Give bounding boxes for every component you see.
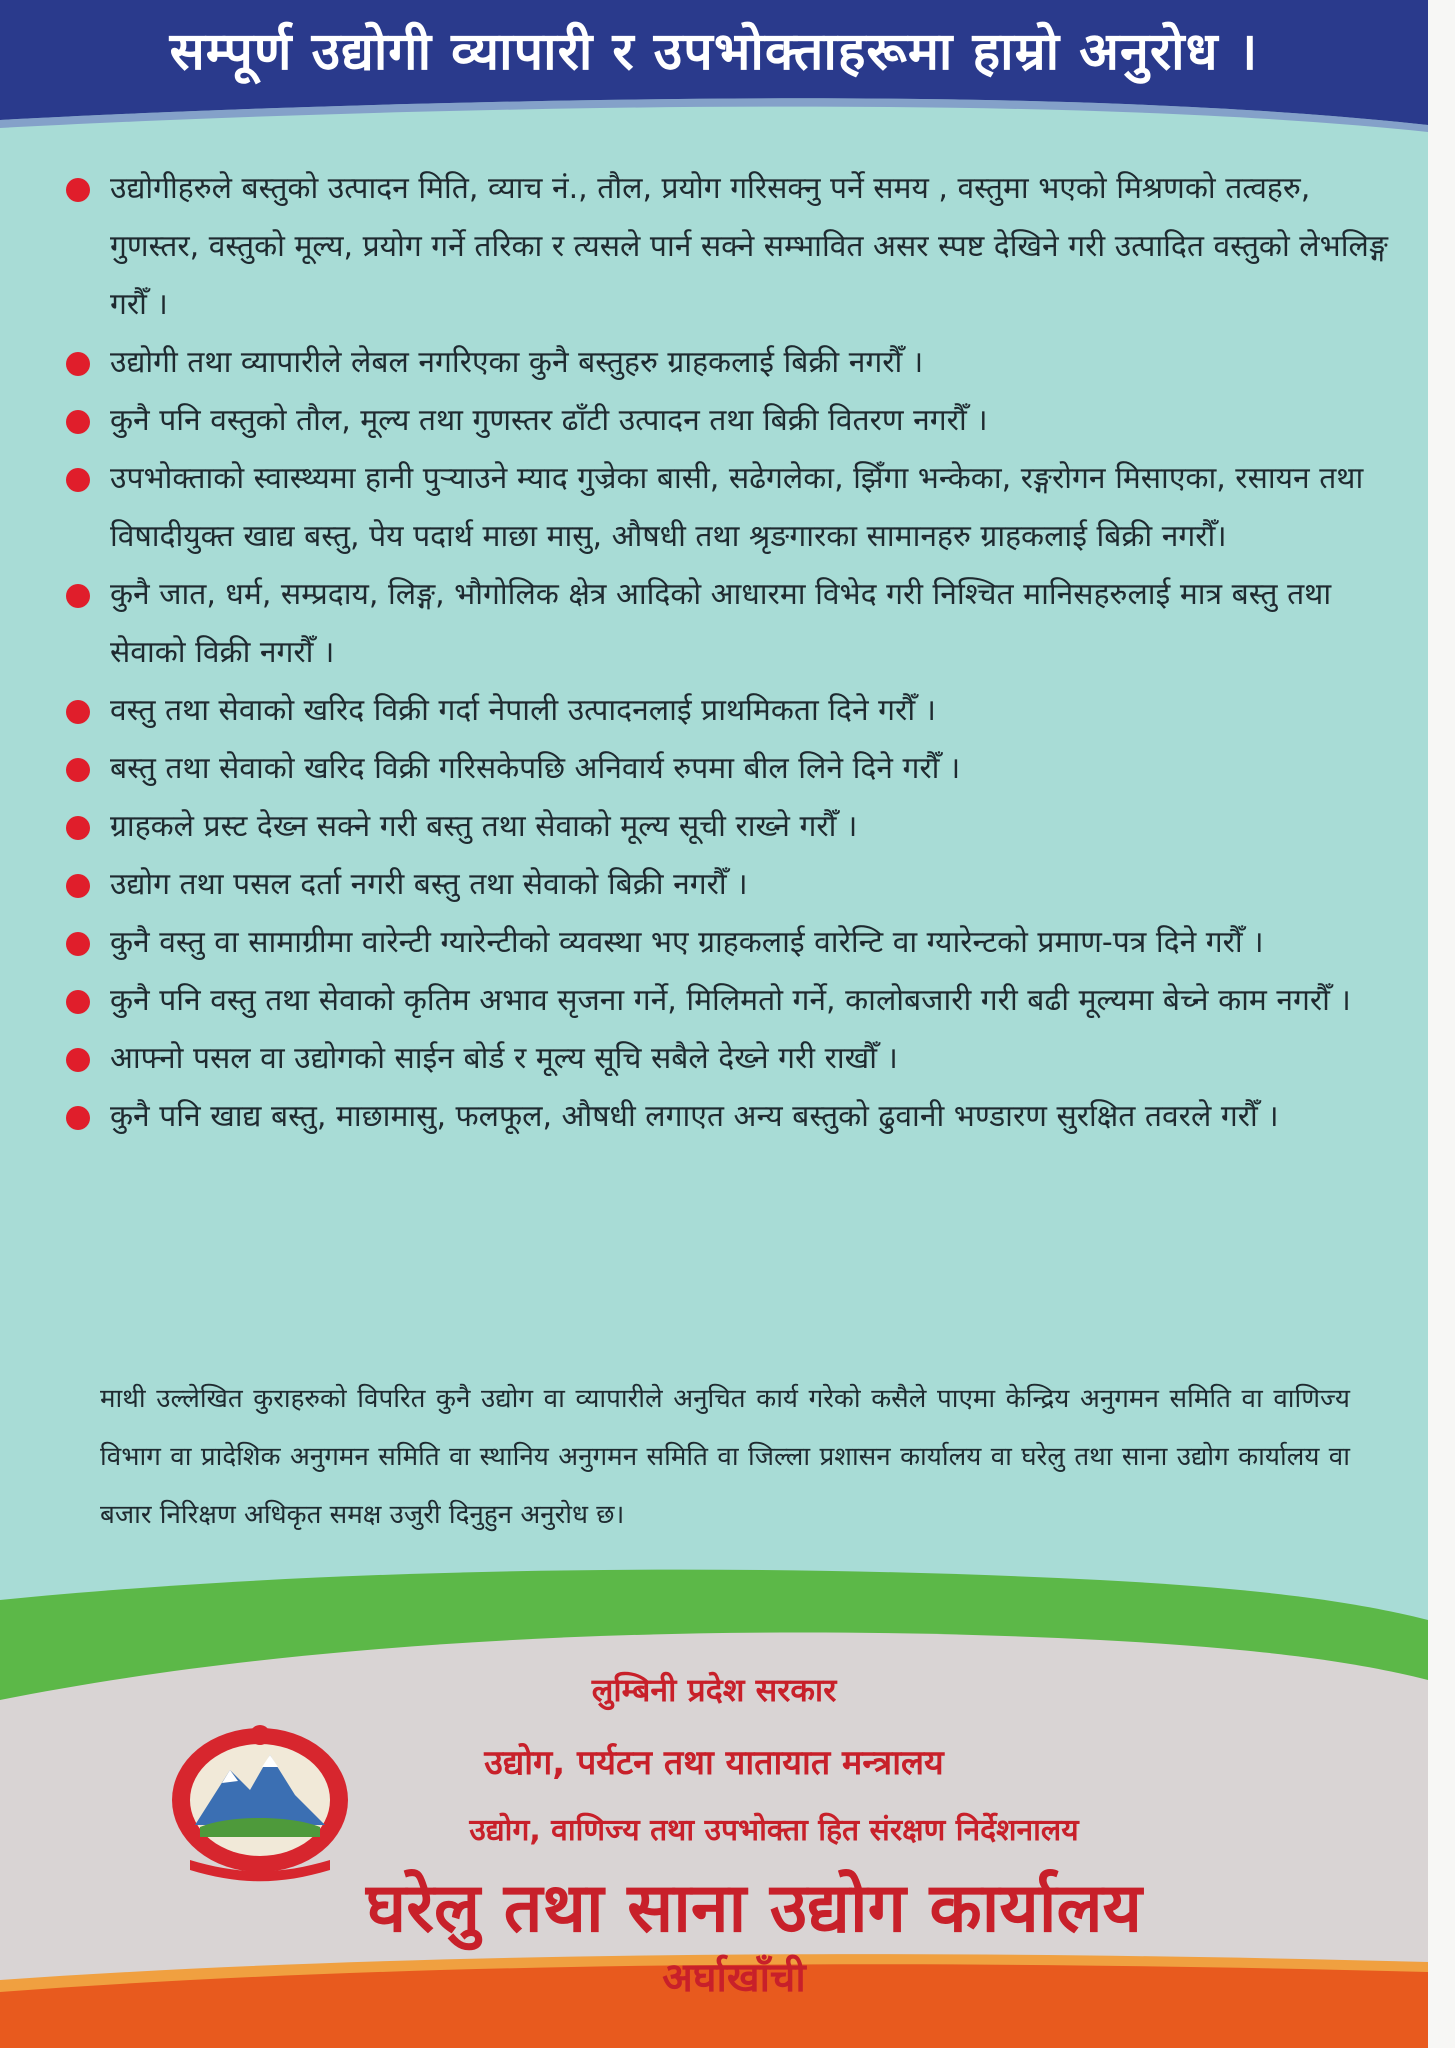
bullet-icon <box>66 990 90 1014</box>
bullet-icon <box>66 352 90 376</box>
bullet-icon <box>66 816 90 840</box>
office-name: घरेलु तथा साना उद्योग कार्यालय <box>366 1869 1142 1948</box>
bullet-icon <box>66 410 90 434</box>
bullet-icon <box>66 874 90 898</box>
bullet-icon <box>66 178 90 202</box>
list-item-text: आफ्नो पसल वा उद्योगको साईन बोर्ड र मूल्य सूचि सबैले देख्ने गरी राखौँ । <box>110 1041 898 1076</box>
bullet-icon <box>66 700 90 724</box>
list-item-text: कुनै पनि वस्तु तथा सेवाको कृतिम अभाव सृजना गर्ने, मिलिमतो गर्ने, कालोबजारी गरी बढी मूल्यमा बेच्ने काम नगरौँ । <box>110 983 1351 1018</box>
list-item <box>60 450 1390 566</box>
ministry-name: उद्योग, पर्यटन तथा यातायात मन्त्रालय <box>484 1743 944 1783</box>
list-item-text: कुनै पनि वस्तुको तौल, मूल्य तथा गुणस्तर ढाँटी उत्पादन तथा बिक्री वितरण नगरौँ । <box>110 403 988 438</box>
bullet-icon <box>66 584 90 608</box>
list-item <box>60 566 1390 682</box>
complaint-notice: माथी उल्लेखित कुराहरुको विपरित कुनै उद्योग वा व्यापारीले अनुचित कार्य गरेको कसैले पाएमा केन्द्रिय अनुगमन समिति वा वाणिज्य विभाग वा प्रादेशिक अनुगमन समिति वा स्थानिय अनुगमन समिति वा जिल्ला प्रशासन कार्यालय वा घरेलु तथा साना उद्योग कार्यालय वा बजार निरिक्षण अधिकृत समक्ष उजुरी दिनुहुन अनुरोध छ। <box>100 1384 1350 1530</box>
list-item-text: कुनै पनि खाद्य बस्तु, माछामासु, फलफूल, औषधी लगाएत अन्य बस्तुको ढुवानी भण्डारण सुरक्षित तवरले गरौँ । <box>110 1099 1279 1134</box>
list-item-text: उद्योग तथा पसल दर्ता नगरी बस्तु तथा सेवाको बिक्री नगरौँ । <box>110 867 748 902</box>
list-item-text: उद्योगीहरुले बस्तुको उत्पादन मिति, व्याच नं., तौल, प्रयोग गरिसक्नु पर्ने समय , वस्तुमा भएको मिश्रणको तत्वहरु, गुणस्तर, वस्तुको मूल्य, प्रयोग गर्ने तरिका र त्यसले पार्न सक्ने सम्भावित असर स्पष्ट देखिने गरी उत्पादित वस्तुको लेभलिङ्ग गरौँ । <box>110 171 1388 322</box>
bullet-icon <box>66 468 90 492</box>
list-item-text: वस्तु तथा सेवाको खरिद विक्री गर्दा नेपाली उत्पादनलाई प्राथमिकता दिने गरौँ । <box>110 693 937 728</box>
list-item <box>60 972 1390 1030</box>
bullet-icon <box>66 758 90 782</box>
list-item-text: ग्राहकले प्रस्ट देख्न सक्ने गरी बस्तु तथा सेवाको मूल्य सूची राख्ने गरौँ । <box>110 809 858 844</box>
bullet-icon <box>66 1048 90 1072</box>
list-item-text: कुनै जात, धर्म, सम्प्रदाय, लिङ्ग, भौगोलिक क्षेत्र आदिको आधारमा विभेद गरी निश्चित मानिसहरुलाई मात्र बस्तु तथा सेवाको विक्री नगरौँ । <box>110 577 1332 670</box>
list-item <box>60 392 1390 450</box>
list-item-text: कुनै वस्तु वा सामाग्रीमा वारेन्टी ग्यारेन्टीको व्यवस्था भए ग्राहकलाई वारेन्टि वा ग्यारेन्टको प्रमाण-पत्र दिने गरौँ । <box>110 925 1264 960</box>
list-item <box>60 740 1390 798</box>
list-item <box>60 856 1390 914</box>
list-item <box>60 798 1390 856</box>
list-item-text: उपभोक्ताको स्वास्थ्यमा हानी पुऱ्याउने म्याद गुज्रेका बासी, सढेगलेका, झिँगा भन्केका, रङ्गरोगन मिसाएका, रसायन तथा विषादीयुक्त खाद्य बस्तु, पेय पदार्थ माछा मासु, औषधी तथा श्रृङगारका सामानहरु ग्राहकलाई बिक्री नगरौँ। <box>110 461 1364 554</box>
province-government: लुम्बिनी प्रदेश सरकार <box>591 1671 837 1709</box>
bullet-icon <box>66 932 90 956</box>
page-title: सम्पूर्ण उद्योगी व्यापारी र उपभोक्ताहरूमा हाम्रो अनुरोध । <box>169 22 1259 82</box>
list-item <box>60 334 1390 392</box>
list-item <box>60 160 1390 334</box>
bullet-icon <box>66 1106 90 1130</box>
list-item <box>60 1030 1390 1088</box>
header-banner <box>0 0 1428 140</box>
list-item <box>60 914 1390 972</box>
list-item-text: उद्योगी तथा व्यापारीले लेबल नगरिएका कुनै बस्तुहरु ग्राहकलाई बिक्री नगरौँ । <box>110 345 924 380</box>
district-name: अर्घाखाँची <box>662 1955 806 2001</box>
list-item <box>60 682 1390 740</box>
list-item <box>60 1088 1390 1146</box>
directorate-name: उद्योग, वाणिज्य तथा उपभोक्ता हित संरक्षण निर्देशनालय <box>469 1813 1079 1848</box>
request-list <box>60 160 1390 1146</box>
list-item-text: बस्तु तथा सेवाको खरिद विक्री गरिसकेपछि अनिवार्य रुपमा बील लिने दिने गरौँ । <box>110 751 961 786</box>
